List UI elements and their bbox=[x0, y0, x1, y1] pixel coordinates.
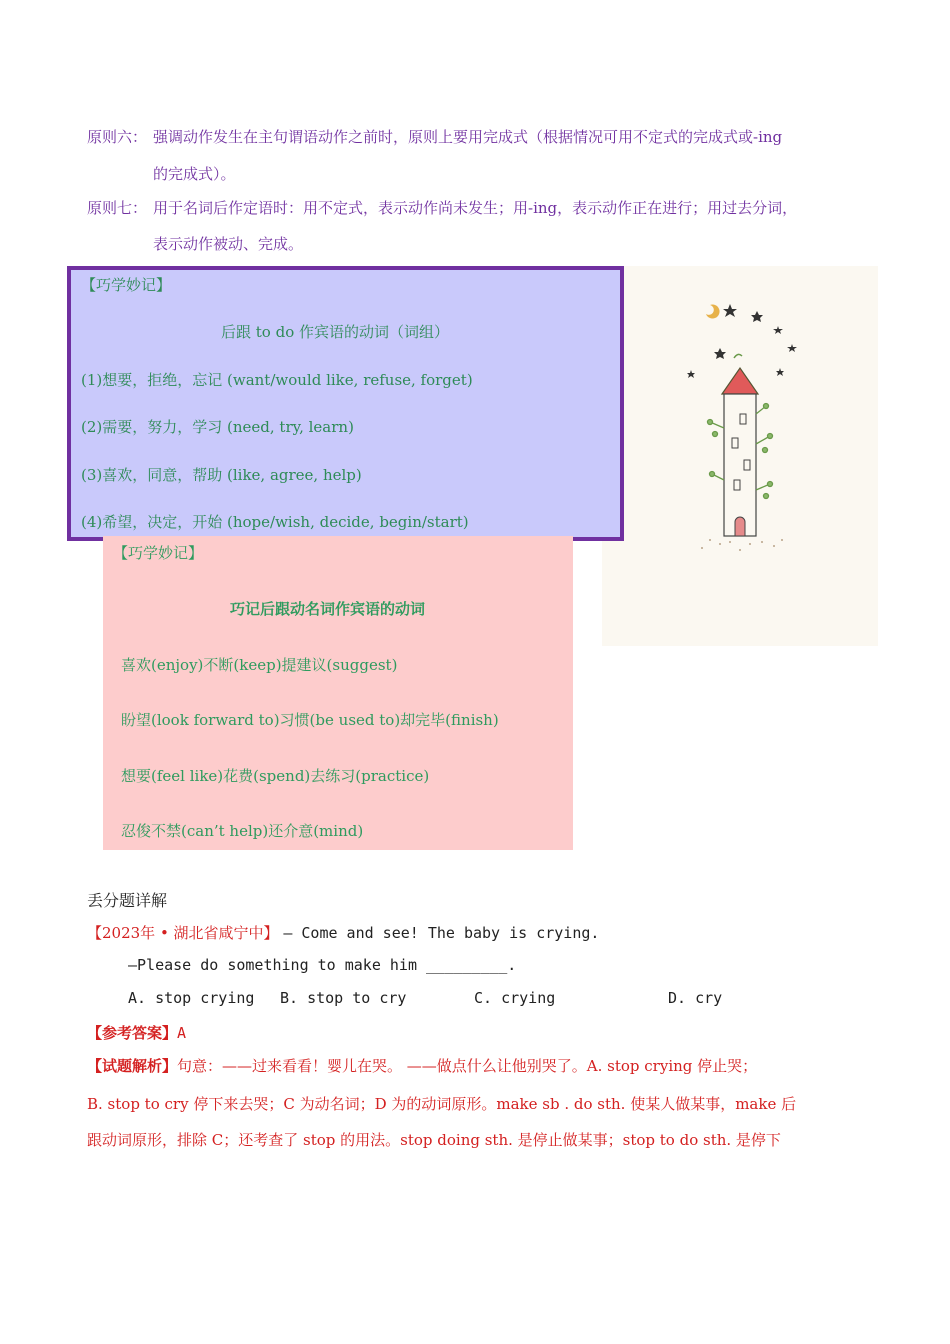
memo-box-gerund bbox=[103, 536, 573, 850]
memo-tag: 【巧学妙记】 bbox=[113, 544, 204, 562]
option-a: A. stop crying bbox=[128, 989, 255, 1007]
question-line-2: —Please do something to make him _________. bbox=[128, 956, 517, 974]
analysis-text: 句意：——过来看看！婴儿在哭。 ——做点什么让他别哭了。A. stop crying 停止哭； bbox=[177, 1057, 758, 1075]
section-heading: 丢分题详解 bbox=[87, 891, 168, 910]
memo-item: 想要(feel like)花费(spend)去练习(practice) bbox=[121, 767, 430, 785]
rule-text-line: 强调动作发生在主句谓语动作之前时，原则上要用完成式（根据情况可用不定式的完成式或-ing bbox=[153, 128, 783, 146]
memo-box-infinitive bbox=[67, 266, 624, 541]
memo-item: (1)想要，拒绝，忘记 (want/would like, refuse, forget) bbox=[81, 371, 473, 389]
question-text: — Come and see! The baby is crying. bbox=[283, 924, 600, 942]
memo-title: 巧记后跟动名词作宾语的动词 bbox=[230, 600, 426, 618]
memo-item: 喜欢(enjoy)不断(keep)提建议(suggest) bbox=[121, 656, 398, 674]
memo-item: (2)需要，努力，学习 (need, try, learn) bbox=[81, 418, 354, 436]
analysis-line-1 bbox=[87, 1055, 757, 1076]
rule-text-line: 用于名词后作定语时：用不定式，表示动作尚未发生；用-ing，表示动作正在进行；用过去分词， bbox=[153, 199, 798, 217]
question-source: 【2023年 • 湖北省咸宁中】 bbox=[87, 924, 279, 942]
option-b: B. stop to cry bbox=[280, 989, 407, 1007]
answer-label: 【参考答案】 bbox=[87, 1024, 178, 1042]
answer-line bbox=[87, 1022, 186, 1043]
analysis-line-3: 跟动词原形，排除 C；还考查了 stop 的用法。stop doing sth. 是停止做某事；stop to do sth. 是停下 bbox=[87, 1131, 781, 1149]
memo-item: (4)希望，决定，开始 (hope/wish, decide, begin/start) bbox=[81, 513, 469, 531]
answer-value: A bbox=[177, 1024, 187, 1042]
rule-label: 原则六： bbox=[87, 128, 148, 146]
rule-text-line: 的完成式）。 bbox=[153, 165, 236, 183]
memo-item: 忍俊不禁(can’t help)还介意(mind) bbox=[121, 822, 364, 840]
tower-illustration bbox=[602, 266, 878, 646]
rule-text-line: 表示动作被动、完成。 bbox=[153, 235, 304, 253]
tower-with-stars-and-moon-icon bbox=[602, 266, 878, 646]
option-c: C. crying bbox=[474, 989, 556, 1007]
memo-tag: 【巧学妙记】 bbox=[81, 276, 172, 294]
memo-title: 后跟 to do 作宾语的动词（词组） bbox=[221, 323, 449, 341]
option-d: D. cry bbox=[668, 989, 723, 1007]
memo-item: 盼望(look forward to)习惯(be used to)却完毕(finish) bbox=[121, 711, 499, 729]
analysis-line-2: B. stop to cry 停下来去哭；C 为动名词；D 为的动词原形。make sb . do sth. 使某人做某事，make 后 bbox=[87, 1095, 797, 1113]
question-line-1 bbox=[87, 922, 599, 943]
rule-label: 原则七： bbox=[87, 199, 148, 217]
analysis-label: 【试题解析】 bbox=[87, 1057, 178, 1075]
memo-item: (3)喜欢，同意，帮助 (like, agree, help) bbox=[81, 466, 362, 484]
